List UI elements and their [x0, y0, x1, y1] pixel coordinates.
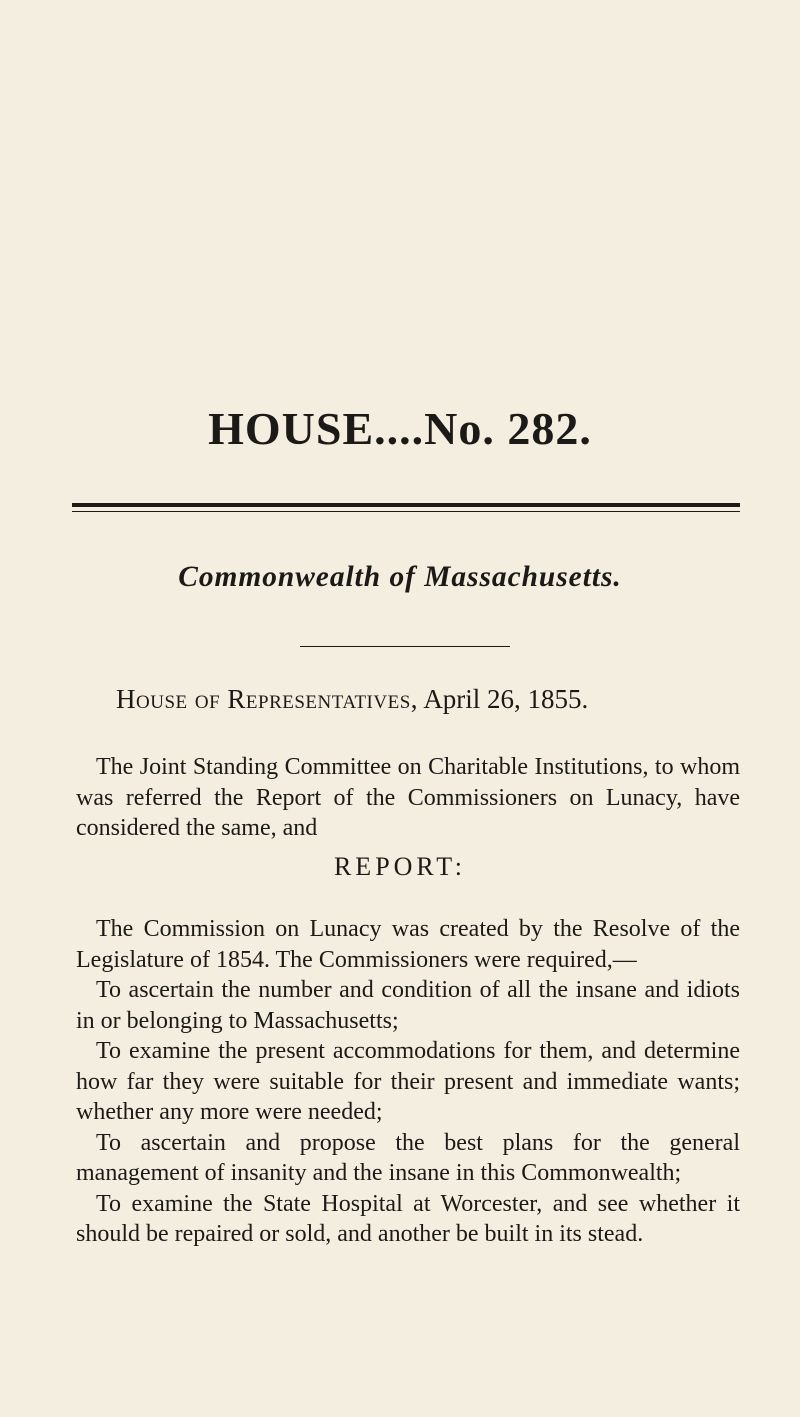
dateline-date: April 26, 1855.	[423, 684, 589, 714]
title-rule	[72, 503, 740, 512]
dateline	[116, 684, 776, 715]
intro-paragraph: The Joint Standing Committee on Charitable Institutions, to whom was referred the Report of the Commissioners on Lunacy, have considered the same, and	[76, 754, 740, 841]
report-heading: REPORT:	[333, 852, 467, 881]
title-rule-thin	[72, 511, 740, 512]
section-divider	[300, 646, 510, 647]
report-paragraph: To examine the present accommodations for them, and determine how far they were suitable for their present and immediate wants; whether any more were needed;	[76, 1038, 740, 1125]
report-paragraph: To ascertain the number and condition of all the insane and idiots in or belonging to Massachusetts;	[76, 977, 740, 1034]
report-paragraph: The Commission on Lunacy was created by the Resolve of the Legislature of 1854. The Commissioners were required,—	[76, 916, 740, 973]
title-rule-thick	[72, 503, 740, 507]
commonwealth-heading: Commonwealth of Massachusetts.	[178, 560, 622, 593]
document-title: HOUSE....No. 282.	[208, 403, 592, 454]
report-paragraph: To examine the State Hospital at Worcester, and see whether it should be repaired or sold, and another be built in its stead.	[76, 1190, 740, 1247]
dateline-house: House of Representatives,	[116, 684, 419, 714]
report-body	[76, 914, 740, 1250]
report-paragraph: To ascertain and propose the best plans for the general management of insanity and the insane in this Commonwealth;	[76, 1129, 740, 1186]
